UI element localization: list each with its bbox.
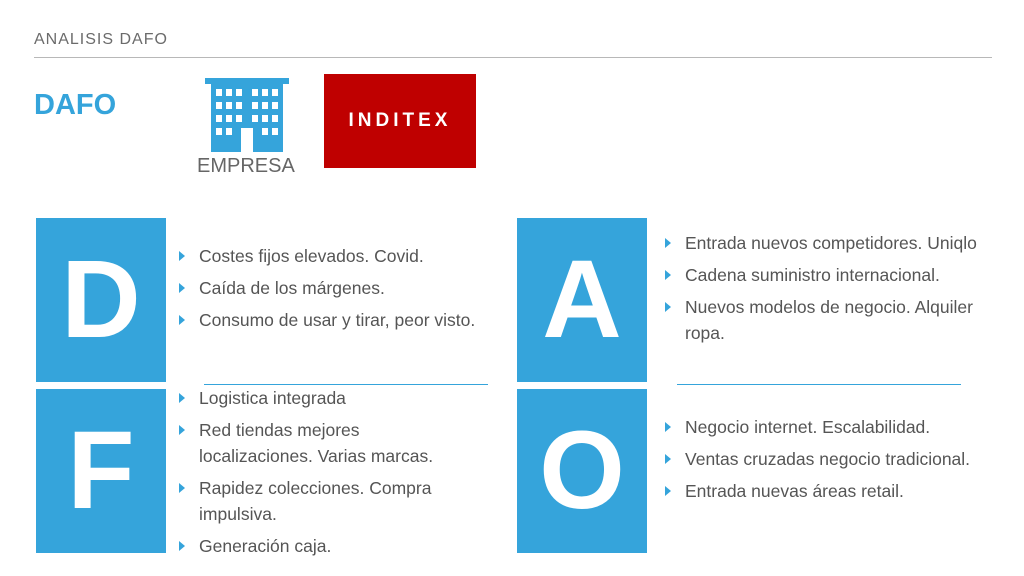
letter-d: D [61,238,141,361]
separator-right [677,384,961,385]
list-item: Consumo de usar y tirar, peor visto. [177,307,477,333]
letter-block-a [517,218,647,382]
building-icon [203,76,291,154]
slide-title: DAFO [34,89,117,121]
list-item: Caída de los márgenes. [177,275,477,301]
list-item: Cadena suministro internacional. [663,262,983,288]
amenazas-list [663,230,983,352]
list-item: Ventas cruzadas negocio tradicional. [663,446,983,472]
fortalezas-list [177,385,477,565]
list-item: Red tiendas mejores localizaciones. Varias marcas. [177,417,477,469]
letter-f: F [67,409,135,532]
list-item: Entrada nuevos competidores. Uniqlo [663,230,983,256]
company-label: EMPRESA [197,155,295,177]
list-item: Generación caja. [177,533,477,559]
list-item: Negocio internet. Escalabilidad. [663,414,983,440]
list-item: Rapidez colecciones. Compra impulsiva. [177,475,477,527]
list-item: Entrada nuevas áreas retail. [663,478,983,504]
inditex-logo [324,74,476,168]
letter-block-d [36,218,166,382]
oportunidades-list [663,414,983,510]
list-item: Costes fijos elevados. Covid. [177,243,477,269]
slide-header: ANALISIS DAFO [34,31,168,48]
list-item: Nuevos modelos de negocio. Alquiler ropa. [663,294,983,346]
letter-a: A [542,238,622,361]
letter-block-f [36,389,166,553]
letter-o: O [539,409,625,532]
letter-block-o [517,389,647,553]
debilidades-list [177,243,477,339]
list-item: Logistica integrada [177,385,477,411]
header-divider [34,57,992,58]
logo-text: INDITEX [348,110,452,131]
